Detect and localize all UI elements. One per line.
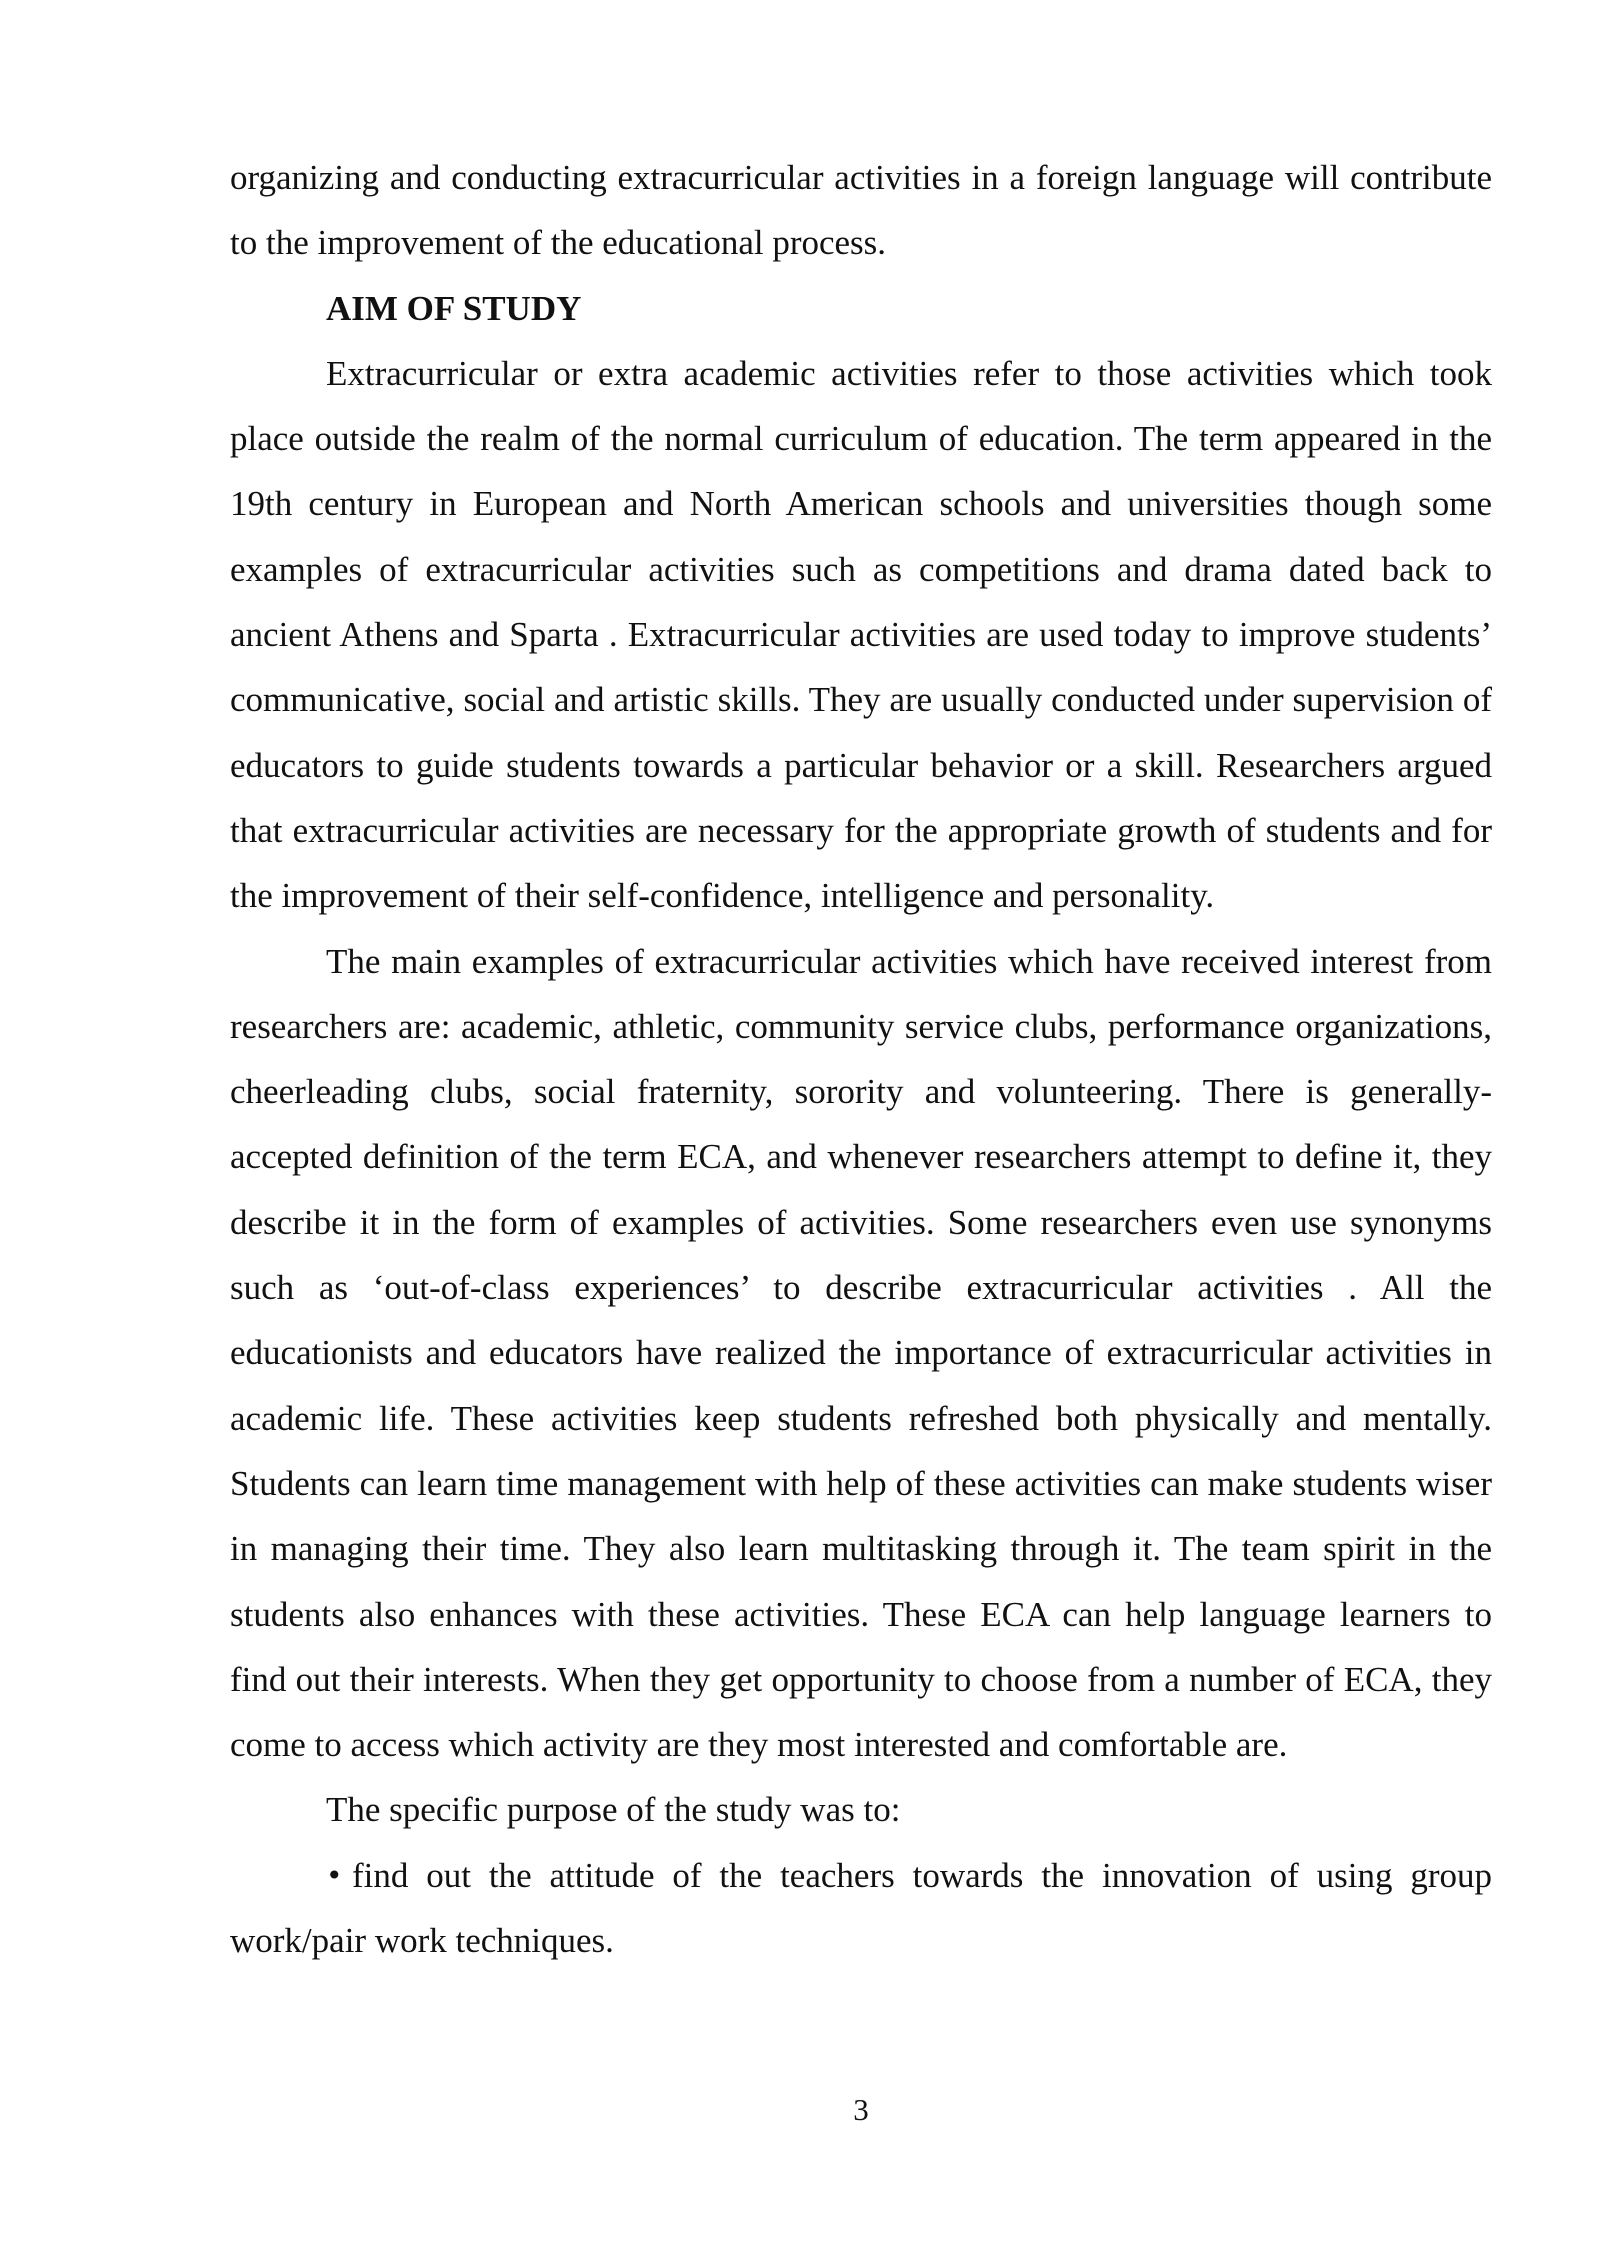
bullet-text: find out the attitude of the teachers towards the innovation of using group work/pair work techniques. bbox=[230, 1855, 1492, 1961]
body-paragraph: Extracurricular or extra academic activities refer to those activities which took place outside the realm of the normal curriculum of education. The term appeared in the 19th century in European and North American schools and universities though some examples of extracurricular activities such as competitions and drama dated back to ancient Athens and Sparta . Extracurricular activities are used today to improve students’ communicative, social and artistic skills. They are usually conducted under supervision of educators to guide students towards a particular behavior or a skill. Researchers argued that extracurricular activities are necessary for the appropriate growth of students and for the improvement of their self-confidence, intelligence and personality. bbox=[230, 353, 1492, 916]
continuation-paragraph: organizing and conducting extracurricular activities in a foreign language will contribute to the improvement of the educational process. bbox=[230, 158, 1492, 263]
page-body bbox=[230, 145, 1492, 1973]
bullet-icon: • bbox=[326, 1858, 343, 1892]
bullet-item bbox=[230, 1843, 1492, 1974]
page-number: 3 bbox=[853, 2092, 869, 2127]
section-heading: AIM OF STUDY bbox=[326, 288, 582, 328]
body-paragraph: The main examples of extracurricular activities which have received interest from researchers are: academic, athletic, community service clubs, performance organizations, cheerleading clubs, social fraternity, sorority and volunteering. There is generally-accepted definition of the term ECA, and whenever researchers attempt to define it, they describe it in the form of examples of activities. Some researchers even use synonyms such as ‘out-of-class experiences’ to describe extracurricular activities . All the educationists and educators have realized the importance of extracurricular activities in academic life. These activities keep students refreshed both physically and mentally. Students can learn time management with help of these activities can make students wiser in managing their time. They also learn multitasking through it. The team spirit in the students also enhances with these activities. These ECA can help language learners to find out their interests. When they get opportunity to choose from a number of ECA, they come to access which activity are they most interested and comfortable are. bbox=[230, 941, 1492, 1765]
purpose-intro: The specific purpose of the study was to: bbox=[326, 1790, 901, 1830]
